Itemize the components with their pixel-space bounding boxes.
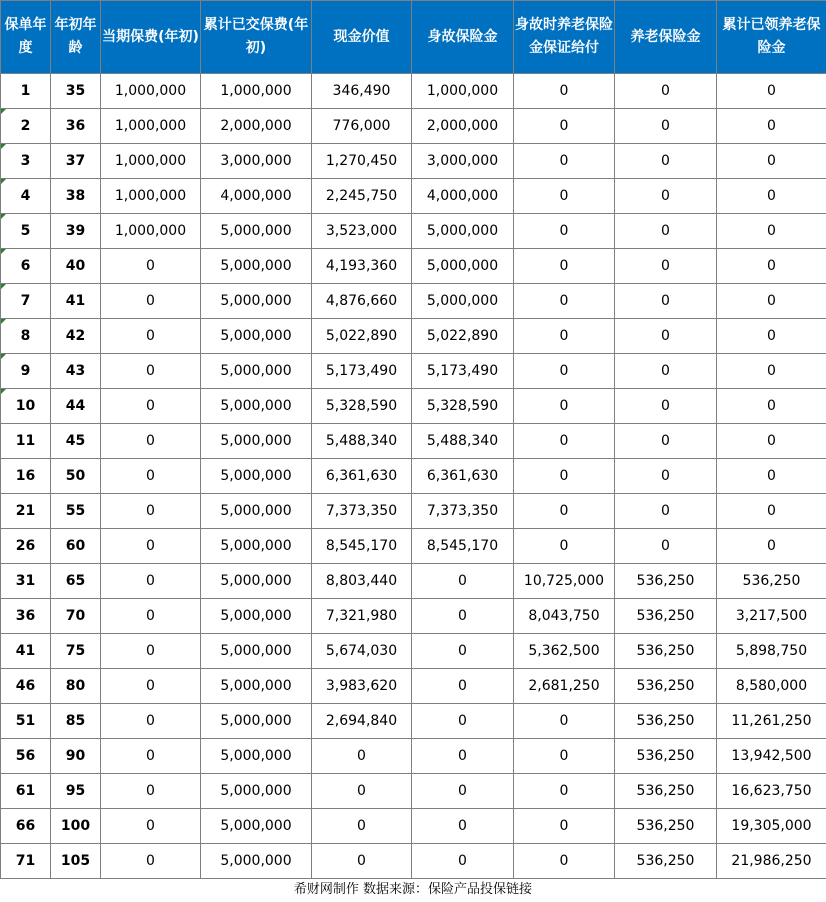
cell-pension-benefit: 0 bbox=[615, 354, 717, 389]
cell-guaranteed-pension-on-death: 0 bbox=[514, 529, 615, 564]
cell-pension-benefit: 0 bbox=[615, 319, 717, 354]
cell-guaranteed-pension-on-death: 0 bbox=[514, 144, 615, 179]
cell-death-benefit: 8,545,170 bbox=[412, 529, 514, 564]
cell-cumulative-premium: 3,000,000 bbox=[201, 144, 312, 179]
cell-death-benefit: 0 bbox=[412, 704, 514, 739]
cell-cumulative-premium: 5,000,000 bbox=[201, 669, 312, 704]
cell-start-age: 43 bbox=[51, 354, 101, 389]
cell-policy-year: 2 bbox=[1, 109, 51, 144]
cell-current-premium: 1,000,000 bbox=[101, 214, 201, 249]
cell-pension-benefit: 0 bbox=[615, 494, 717, 529]
cell-cumulative-premium: 5,000,000 bbox=[201, 564, 312, 599]
cell-cumulative-premium: 5,000,000 bbox=[201, 249, 312, 284]
cell-start-age: 45 bbox=[51, 424, 101, 459]
cell-current-premium: 0 bbox=[101, 599, 201, 634]
cell-cash-value: 5,488,340 bbox=[312, 424, 412, 459]
cell-death-benefit: 0 bbox=[412, 599, 514, 634]
cell-policy-year: 36 bbox=[1, 599, 51, 634]
cell-cash-value: 5,022,890 bbox=[312, 319, 412, 354]
cell-cash-value: 4,193,360 bbox=[312, 249, 412, 284]
table-row bbox=[1, 774, 826, 809]
cell-death-benefit: 0 bbox=[412, 774, 514, 809]
cell-current-premium: 0 bbox=[101, 669, 201, 704]
cell-guaranteed-pension-on-death: 0 bbox=[514, 249, 615, 284]
cell-current-premium: 0 bbox=[101, 634, 201, 669]
cell-start-age: 37 bbox=[51, 144, 101, 179]
cell-death-benefit: 5,328,590 bbox=[412, 389, 514, 424]
cell-guaranteed-pension-on-death: 0 bbox=[514, 319, 615, 354]
cell-policy-year: 6 bbox=[1, 249, 51, 284]
table-row bbox=[1, 284, 826, 319]
cell-cash-value: 0 bbox=[312, 809, 412, 844]
cell-guaranteed-pension-on-death: 0 bbox=[514, 354, 615, 389]
table-row bbox=[1, 109, 826, 144]
col-header-death-benefit: 身故保险金 bbox=[412, 1, 514, 74]
cell-cumulative-pension: 19,305,000 bbox=[717, 809, 826, 844]
table-row bbox=[1, 704, 826, 739]
cell-cumulative-pension: 0 bbox=[717, 354, 826, 389]
cell-guaranteed-pension-on-death: 0 bbox=[514, 109, 615, 144]
cell-death-benefit: 5,173,490 bbox=[412, 354, 514, 389]
cell-policy-year: 11 bbox=[1, 424, 51, 459]
cell-start-age: 40 bbox=[51, 249, 101, 284]
cell-policy-year: 26 bbox=[1, 529, 51, 564]
cell-pension-benefit: 536,250 bbox=[615, 739, 717, 774]
cell-cumulative-pension: 0 bbox=[717, 494, 826, 529]
cell-current-premium: 0 bbox=[101, 354, 201, 389]
table-row bbox=[1, 144, 826, 179]
cell-current-premium: 0 bbox=[101, 459, 201, 494]
cell-start-age: 55 bbox=[51, 494, 101, 529]
cell-guaranteed-pension-on-death: 0 bbox=[514, 284, 615, 319]
cell-cash-value: 0 bbox=[312, 844, 412, 879]
cell-policy-year: 21 bbox=[1, 494, 51, 529]
table-row bbox=[1, 529, 826, 564]
cell-cumulative-premium: 5,000,000 bbox=[201, 739, 312, 774]
cell-policy-year: 1 bbox=[1, 74, 51, 109]
cell-death-benefit: 0 bbox=[412, 564, 514, 599]
cell-start-age: 35 bbox=[51, 74, 101, 109]
cell-pension-benefit: 536,250 bbox=[615, 704, 717, 739]
cell-current-premium: 0 bbox=[101, 529, 201, 564]
cell-policy-year: 56 bbox=[1, 739, 51, 774]
cell-cumulative-pension: 0 bbox=[717, 249, 826, 284]
cell-cumulative-pension: 0 bbox=[717, 179, 826, 214]
cell-cumulative-premium: 1,000,000 bbox=[201, 74, 312, 109]
cell-start-age: 105 bbox=[51, 844, 101, 879]
table-row bbox=[1, 599, 826, 634]
table-row bbox=[1, 809, 826, 844]
cell-policy-year: 10 bbox=[1, 389, 51, 424]
cell-cumulative-premium: 5,000,000 bbox=[201, 809, 312, 844]
col-header-cash-value: 现金价值 bbox=[312, 1, 412, 74]
cell-cash-value: 0 bbox=[312, 774, 412, 809]
cell-current-premium: 1,000,000 bbox=[101, 144, 201, 179]
cell-cash-value: 3,983,620 bbox=[312, 669, 412, 704]
cell-cumulative-pension: 0 bbox=[717, 74, 826, 109]
cell-current-premium: 1,000,000 bbox=[101, 179, 201, 214]
cell-guaranteed-pension-on-death: 0 bbox=[514, 844, 615, 879]
cell-cumulative-premium: 5,000,000 bbox=[201, 284, 312, 319]
col-header-cumulative-premium: 累计已交保费(年初) bbox=[201, 1, 312, 74]
cell-cash-value: 2,245,750 bbox=[312, 179, 412, 214]
cell-current-premium: 0 bbox=[101, 494, 201, 529]
cell-start-age: 44 bbox=[51, 389, 101, 424]
cell-cash-value: 7,321,980 bbox=[312, 599, 412, 634]
table-row bbox=[1, 74, 826, 109]
cell-guaranteed-pension-on-death: 0 bbox=[514, 179, 615, 214]
cell-pension-benefit: 0 bbox=[615, 74, 717, 109]
cell-cash-value: 3,523,000 bbox=[312, 214, 412, 249]
cell-policy-year: 46 bbox=[1, 669, 51, 704]
cell-guaranteed-pension-on-death: 2,681,250 bbox=[514, 669, 615, 704]
cell-death-benefit: 5,022,890 bbox=[412, 319, 514, 354]
cell-policy-year: 51 bbox=[1, 704, 51, 739]
cell-guaranteed-pension-on-death: 0 bbox=[514, 774, 615, 809]
table-row bbox=[1, 249, 826, 284]
cell-cumulative-premium: 5,000,000 bbox=[201, 774, 312, 809]
cell-guaranteed-pension-on-death: 0 bbox=[514, 704, 615, 739]
cell-current-premium: 0 bbox=[101, 284, 201, 319]
cell-current-premium: 0 bbox=[101, 704, 201, 739]
cell-cash-value: 4,876,660 bbox=[312, 284, 412, 319]
cell-death-benefit: 6,361,630 bbox=[412, 459, 514, 494]
cell-start-age: 36 bbox=[51, 109, 101, 144]
cell-cumulative-pension: 3,217,500 bbox=[717, 599, 826, 634]
cell-cumulative-pension: 0 bbox=[717, 144, 826, 179]
cell-death-benefit: 0 bbox=[412, 844, 514, 879]
cell-current-premium: 0 bbox=[101, 739, 201, 774]
cell-cumulative-premium: 5,000,000 bbox=[201, 494, 312, 529]
table-row bbox=[1, 214, 826, 249]
cell-policy-year: 3 bbox=[1, 144, 51, 179]
cell-pension-benefit: 536,250 bbox=[615, 809, 717, 844]
cell-cumulative-premium: 5,000,000 bbox=[201, 704, 312, 739]
cell-cumulative-pension: 13,942,500 bbox=[717, 739, 826, 774]
cell-current-premium: 0 bbox=[101, 424, 201, 459]
source-footer: 希财网制作 数据来源：保险产品投保链接 bbox=[293, 882, 533, 897]
cell-death-benefit: 3,000,000 bbox=[412, 144, 514, 179]
table-row bbox=[1, 179, 826, 214]
cell-cumulative-pension: 0 bbox=[717, 284, 826, 319]
cell-start-age: 50 bbox=[51, 459, 101, 494]
cell-start-age: 41 bbox=[51, 284, 101, 319]
cell-start-age: 80 bbox=[51, 669, 101, 704]
cell-cash-value: 1,270,450 bbox=[312, 144, 412, 179]
cell-pension-benefit: 0 bbox=[615, 249, 717, 284]
cell-cumulative-pension: 0 bbox=[717, 529, 826, 564]
cell-death-benefit: 4,000,000 bbox=[412, 179, 514, 214]
cell-start-age: 42 bbox=[51, 319, 101, 354]
cell-cumulative-pension: 0 bbox=[717, 319, 826, 354]
cell-policy-year: 66 bbox=[1, 809, 51, 844]
cell-current-premium: 0 bbox=[101, 774, 201, 809]
cell-pension-benefit: 0 bbox=[615, 459, 717, 494]
cell-cumulative-pension: 5,898,750 bbox=[717, 634, 826, 669]
cell-pension-benefit: 536,250 bbox=[615, 774, 717, 809]
cell-start-age: 90 bbox=[51, 739, 101, 774]
cell-cumulative-premium: 5,000,000 bbox=[201, 214, 312, 249]
cell-pension-benefit: 536,250 bbox=[615, 669, 717, 704]
cell-pension-benefit: 536,250 bbox=[615, 634, 717, 669]
cell-death-benefit: 0 bbox=[412, 739, 514, 774]
cell-policy-year: 16 bbox=[1, 459, 51, 494]
table-row bbox=[1, 844, 826, 879]
cell-cash-value: 0 bbox=[312, 739, 412, 774]
cell-start-age: 39 bbox=[51, 214, 101, 249]
cell-pension-benefit: 0 bbox=[615, 214, 717, 249]
col-header-guaranteed-pension-on-death: 身故时养老保险金保证给付 bbox=[514, 1, 615, 74]
cell-pension-benefit: 0 bbox=[615, 284, 717, 319]
cell-guaranteed-pension-on-death: 0 bbox=[514, 459, 615, 494]
cell-cumulative-premium: 5,000,000 bbox=[201, 634, 312, 669]
cell-policy-year: 71 bbox=[1, 844, 51, 879]
cell-guaranteed-pension-on-death: 0 bbox=[514, 809, 615, 844]
cell-cash-value: 346,490 bbox=[312, 74, 412, 109]
cell-pension-benefit: 536,250 bbox=[615, 599, 717, 634]
cell-cash-value: 8,803,440 bbox=[312, 564, 412, 599]
cell-pension-benefit: 0 bbox=[615, 424, 717, 459]
table-row bbox=[1, 634, 826, 669]
cell-cumulative-premium: 5,000,000 bbox=[201, 459, 312, 494]
cell-current-premium: 1,000,000 bbox=[101, 109, 201, 144]
cell-death-benefit: 1,000,000 bbox=[412, 74, 514, 109]
cell-policy-year: 31 bbox=[1, 564, 51, 599]
cell-policy-year: 9 bbox=[1, 354, 51, 389]
cell-start-age: 100 bbox=[51, 809, 101, 844]
cell-current-premium: 0 bbox=[101, 389, 201, 424]
cell-cumulative-premium: 5,000,000 bbox=[201, 389, 312, 424]
cell-cash-value: 5,173,490 bbox=[312, 354, 412, 389]
cell-guaranteed-pension-on-death: 10,725,000 bbox=[514, 564, 615, 599]
cell-cumulative-pension: 0 bbox=[717, 389, 826, 424]
cell-cash-value: 6,361,630 bbox=[312, 459, 412, 494]
cell-start-age: 85 bbox=[51, 704, 101, 739]
cell-guaranteed-pension-on-death: 0 bbox=[514, 424, 615, 459]
cell-death-benefit: 2,000,000 bbox=[412, 109, 514, 144]
cell-cumulative-pension: 11,261,250 bbox=[717, 704, 826, 739]
table-row bbox=[1, 564, 826, 599]
col-header-start-age: 年初年龄 bbox=[51, 1, 101, 74]
cell-start-age: 65 bbox=[51, 564, 101, 599]
cell-current-premium: 0 bbox=[101, 319, 201, 354]
cell-cash-value: 7,373,350 bbox=[312, 494, 412, 529]
cell-current-premium: 0 bbox=[101, 809, 201, 844]
cell-guaranteed-pension-on-death: 0 bbox=[514, 494, 615, 529]
header-row bbox=[1, 1, 826, 74]
cell-pension-benefit: 0 bbox=[615, 529, 717, 564]
cell-policy-year: 41 bbox=[1, 634, 51, 669]
cell-policy-year: 4 bbox=[1, 179, 51, 214]
cell-guaranteed-pension-on-death: 8,043,750 bbox=[514, 599, 615, 634]
cell-guaranteed-pension-on-death: 0 bbox=[514, 389, 615, 424]
table-row bbox=[1, 424, 826, 459]
cell-death-benefit: 5,488,340 bbox=[412, 424, 514, 459]
cell-cumulative-pension: 0 bbox=[717, 214, 826, 249]
cell-pension-benefit: 0 bbox=[615, 109, 717, 144]
cell-cash-value: 5,328,590 bbox=[312, 389, 412, 424]
cell-cumulative-pension: 0 bbox=[717, 424, 826, 459]
cell-cumulative-pension: 0 bbox=[717, 109, 826, 144]
cell-policy-year: 5 bbox=[1, 214, 51, 249]
cell-cumulative-premium: 5,000,000 bbox=[201, 354, 312, 389]
cell-death-benefit: 0 bbox=[412, 634, 514, 669]
col-header-cumulative-pension: 累计已领养老保险金 bbox=[717, 1, 826, 74]
col-header-current-premium: 当期保费(年初) bbox=[101, 1, 201, 74]
cell-guaranteed-pension-on-death: 0 bbox=[514, 739, 615, 774]
cell-cumulative-premium: 4,000,000 bbox=[201, 179, 312, 214]
cell-pension-benefit: 536,250 bbox=[615, 564, 717, 599]
table-row bbox=[1, 319, 826, 354]
cell-cumulative-pension: 21,986,250 bbox=[717, 844, 826, 879]
cell-cumulative-premium: 5,000,000 bbox=[201, 599, 312, 634]
cell-death-benefit: 7,373,350 bbox=[412, 494, 514, 529]
cell-death-benefit: 0 bbox=[412, 809, 514, 844]
cell-cumulative-premium: 5,000,000 bbox=[201, 319, 312, 354]
cell-start-age: 38 bbox=[51, 179, 101, 214]
cell-guaranteed-pension-on-death: 0 bbox=[514, 74, 615, 109]
cell-death-benefit: 5,000,000 bbox=[412, 214, 514, 249]
cell-cumulative-premium: 5,000,000 bbox=[201, 844, 312, 879]
cell-current-premium: 0 bbox=[101, 844, 201, 879]
table-row bbox=[1, 739, 826, 774]
table-row bbox=[1, 389, 826, 424]
cell-guaranteed-pension-on-death: 5,362,500 bbox=[514, 634, 615, 669]
col-header-pension-benefit: 养老保险金 bbox=[615, 1, 717, 74]
cell-current-premium: 0 bbox=[101, 249, 201, 284]
table-row bbox=[1, 669, 826, 704]
cell-cash-value: 2,694,840 bbox=[312, 704, 412, 739]
cell-guaranteed-pension-on-death: 0 bbox=[514, 214, 615, 249]
cell-start-age: 60 bbox=[51, 529, 101, 564]
cell-current-premium: 1,000,000 bbox=[101, 74, 201, 109]
cell-cumulative-pension: 0 bbox=[717, 459, 826, 494]
cell-cash-value: 8,545,170 bbox=[312, 529, 412, 564]
cell-pension-benefit: 536,250 bbox=[615, 844, 717, 879]
col-header-policy-year: 保单年度 bbox=[1, 1, 51, 74]
cell-policy-year: 8 bbox=[1, 319, 51, 354]
cell-cumulative-premium: 5,000,000 bbox=[201, 424, 312, 459]
cell-cumulative-pension: 16,623,750 bbox=[717, 774, 826, 809]
cell-cumulative-pension: 536,250 bbox=[717, 564, 826, 599]
cell-death-benefit: 0 bbox=[412, 669, 514, 704]
cell-start-age: 70 bbox=[51, 599, 101, 634]
cell-death-benefit: 5,000,000 bbox=[412, 249, 514, 284]
table-row bbox=[1, 354, 826, 389]
cell-pension-benefit: 0 bbox=[615, 389, 717, 424]
cell-pension-benefit: 0 bbox=[615, 179, 717, 214]
cell-current-premium: 0 bbox=[101, 564, 201, 599]
cell-cumulative-premium: 5,000,000 bbox=[201, 529, 312, 564]
cell-cumulative-pension: 8,580,000 bbox=[717, 669, 826, 704]
table-row bbox=[1, 494, 826, 529]
cell-death-benefit: 5,000,000 bbox=[412, 284, 514, 319]
cell-start-age: 75 bbox=[51, 634, 101, 669]
cell-cash-value: 776,000 bbox=[312, 109, 412, 144]
cell-policy-year: 61 bbox=[1, 774, 51, 809]
cell-cumulative-premium: 2,000,000 bbox=[201, 109, 312, 144]
cell-pension-benefit: 0 bbox=[615, 144, 717, 179]
cell-start-age: 95 bbox=[51, 774, 101, 809]
cell-policy-year: 7 bbox=[1, 284, 51, 319]
cell-cash-value: 5,674,030 bbox=[312, 634, 412, 669]
table-row bbox=[1, 459, 826, 494]
